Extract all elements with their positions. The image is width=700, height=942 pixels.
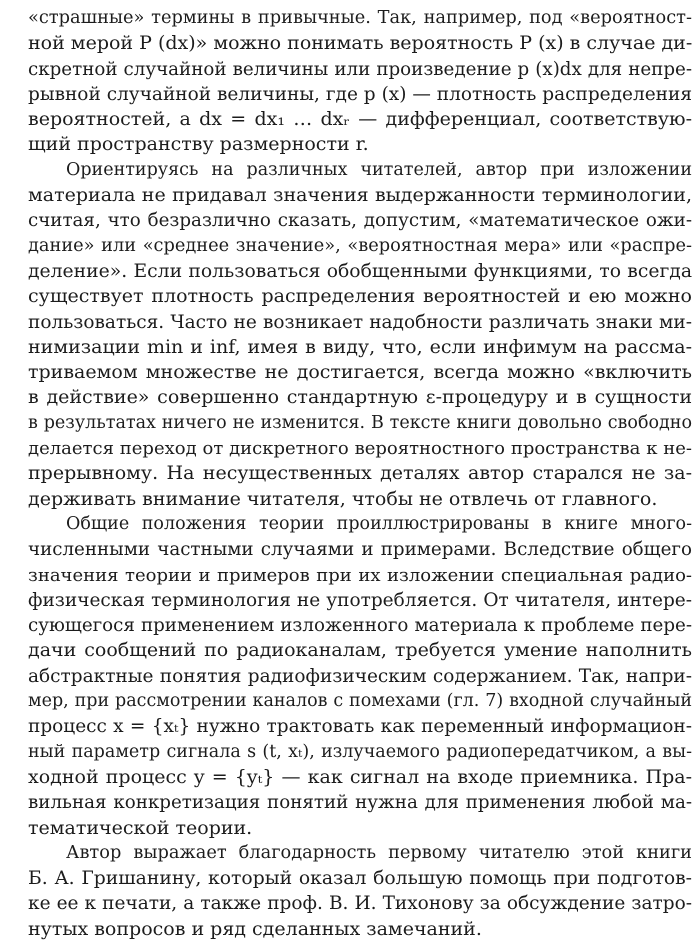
text-line: дание» или «среднее значение», «вероятностная мера» или «распре-	[28, 235, 692, 256]
text-line: считая, что безразлично сказать, допустим, «математическое ожи-	[28, 210, 692, 232]
text-line: нутых вопросов и ряд сделанных замечаний.	[28, 917, 482, 940]
paragraph-3	[28, 512, 692, 841]
text-line: пользоваться. Часто не возникает надобности различать знаки ми-	[28, 311, 692, 333]
text-line: «страшные» термины в привычные. Так, например, под «вероятност-	[28, 8, 692, 28]
text-line: щий пространству размерности r.	[28, 133, 369, 156]
text-line: Общие положения теории проиллюстрированы в книге много-	[66, 513, 692, 534]
text-line: ходной процесс y = {yₜ} — как сигнал на входе приемника. Пра-	[28, 765, 692, 788]
text-line: Б. А. Гришанину, который оказал большую помощь при подготов-	[28, 868, 692, 890]
text-line: тематической теории.	[28, 816, 253, 839]
text-line: сующегося применением изложенного материала к проблеме пере-	[28, 615, 692, 637]
text-line: ной мерой P (dx)» можно понимать вероятность P (x) в случае ди-	[28, 32, 693, 55]
text-line: дачи сообщений по радиоканалам, требуется умение наполнить	[28, 639, 692, 662]
text-line: значения теории и примеров при их изложении специальная радио-	[28, 564, 692, 586]
text-line: скретной случайной величины или произведение p (x)dx для непре-	[28, 58, 692, 80]
text-line: мер, при рассмотрении каналов с помехами (гл. 7) входной случайный	[28, 691, 692, 712]
paragraph-1	[28, 6, 692, 158]
text-line: численными частными случаями и примерами. Вследствие общего	[28, 539, 692, 561]
text-line: абстрактные понятия радиофизическим содержанием. Так, напри-	[28, 665, 692, 687]
text-line: вильная конкретизация понятий нужна для применения любой ма-	[28, 792, 692, 814]
text-line: рывной случайной величины, где p (x) — плотность распределения	[28, 83, 692, 105]
paragraph-4	[28, 841, 692, 942]
text-line: существует плотность распределения вероятностей и ею можно	[28, 285, 692, 308]
text-line: деление». Если пользоваться обобщенными функциями, то всегда	[28, 260, 692, 282]
text-line: прерывному. На несущественных деталях автор старался не за-	[28, 462, 692, 485]
text-line: в результатах ничего не изменится. В тексте книги довольно свободно	[28, 412, 692, 433]
text-line: держивать внимание читателя, чтобы не отвлечь от главного.	[28, 487, 658, 510]
text-line: физическая терминология не употребляется. От читателя, интере-	[28, 589, 692, 611]
text-line: нимизации min и inf, имея в виду, что, если инфимум на рассма-	[28, 335, 692, 358]
text-line: вероятностей, а dx = dx₁ … dxᵣ — дифференциал, соответствую-	[28, 108, 692, 131]
text-line: Автор выражает благодарность первому читателю этой книги	[66, 842, 692, 863]
paragraph-2	[28, 158, 692, 512]
text-line: ке ее к печати, а также проф. В. И. Тихонову за обсуждение затро-	[28, 893, 692, 915]
text-line: процесс x = {xₜ} нужно трактовать как переменный информацион-	[28, 716, 692, 738]
text-line: делается переход от дискретного вероятностного пространства к не-	[28, 438, 692, 460]
text-line: в действие» совершенно стандартную ε-процедуру и в сущности	[28, 386, 692, 409]
text-line: триваемом множестве не достигается, всегда можно «включить	[28, 361, 692, 384]
text-line: Ориентируясь на различных читателей, автор при изложении	[66, 159, 692, 180]
text-line: ный параметр сигнала s (t, xₜ), излучаемого радиопередатчиком, а вы-	[28, 741, 692, 762]
text-line: материала не придавал значения выдержанности терминологии,	[28, 184, 692, 207]
